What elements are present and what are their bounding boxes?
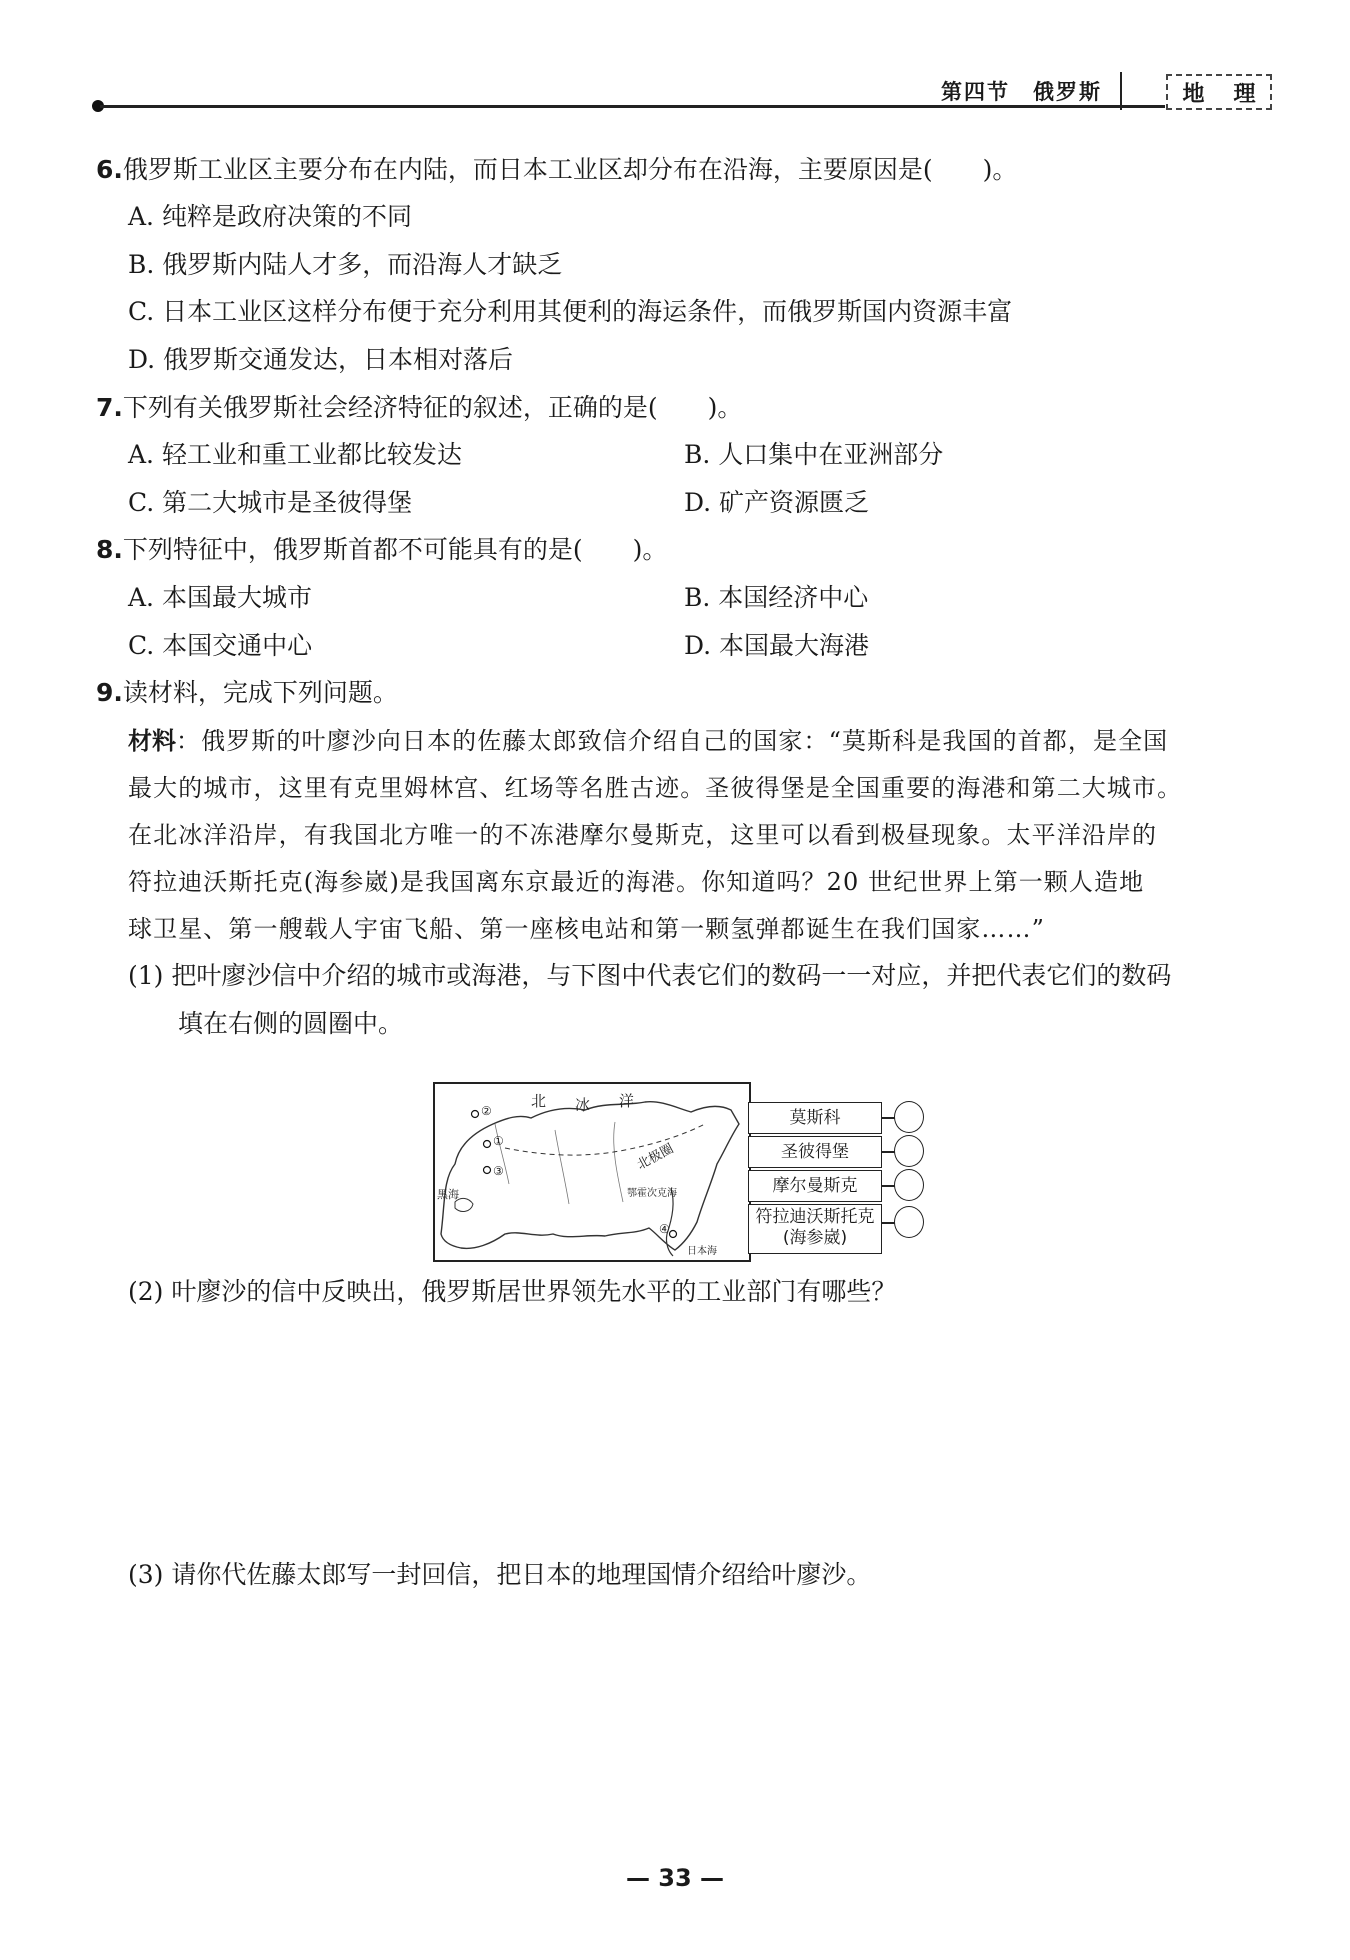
question-6-number: 6. [96,155,123,184]
q6-option-b: B. 俄罗斯内陆人才多，而沿海人才缺乏 [128,250,563,279]
q6-option-c: C. 日本工业区这样分布便于充分利用其便利的海运条件，而俄罗斯国内资源丰富 [128,297,1013,326]
subject-char-2: 理 [1233,81,1256,107]
material-text-1: ：俄罗斯的叶廖沙向日本的佐藤太郎致信介绍自己的国家：“莫斯科是我国的首都，是全国 [176,727,1169,755]
arctic-circle-label: 北极圈 [634,1141,677,1174]
marker-2: ② [481,1104,492,1118]
material-line-5: 球卫星、第一艘载人宇宙飞船、第一座核电站和第一颗氢弹都诞生在我们国家……” [128,915,1045,943]
marker-4: ④ [659,1222,670,1236]
city-alias-haishenwai: (海参崴) [782,1228,848,1248]
q7-option-d: D. 矿产资源匮乏 [684,488,870,517]
q7-option-c: C. 第二大城市是圣彼得堡 [128,488,413,517]
connector-3 [881,1185,895,1187]
city-box-moscow: 莫斯科 [748,1102,882,1134]
q8-option-b: B. 本国经济中心 [684,583,869,612]
page-number: — 33 — [625,1864,725,1892]
place-label-black-sea: 黑海 [437,1188,459,1201]
place-label-okhotsk: 鄂霍次克海 [627,1188,677,1199]
material-label: 材料 [128,727,176,755]
sub-question-2: (2) 叶廖沙的信中反映出，俄罗斯居世界领先水平的工业部门有哪些？ [128,1277,897,1306]
header-divider [1120,72,1122,110]
ocean-char-3: 洋 [619,1092,635,1110]
city-name-vladivostok: 符拉迪沃斯托克 [755,1207,875,1227]
q8-option-a: A. 本国最大城市 [128,583,312,612]
city-box-murmansk: 摩尔曼斯克 [748,1170,882,1202]
question-7-stem: 下列有关俄罗斯社会经济特征的叙述，正确的是( )。 [122,393,743,422]
russia-map [433,1082,751,1262]
q7-option-b: B. 人口集中在亚洲部分 [684,440,944,469]
sub-question-1-line-1: (1) 把叶廖沙信中介绍的城市或海港，与下图中代表它们的数码一一对应，并把代表它们的数码 [128,961,1172,990]
question-9-number: 9. [96,678,123,707]
page-header [92,72,1272,112]
question-6 [96,152,1017,188]
question-6-stem: 俄罗斯工业区主要分布在内陆，而日本工业区却分布在沿海，主要原因是( )。 [122,155,1018,184]
answer-circle-2[interactable] [894,1135,924,1167]
marker-1: ① [493,1134,504,1148]
question-8-stem: 下列特征中，俄罗斯首都不可能具有的是( )。 [122,535,668,564]
question-8 [96,532,667,568]
subject-char-1: 地 [1182,81,1205,107]
q6-option-a: A. 纯粹是政府决策的不同 [128,202,412,231]
section-title: 第四节 俄罗斯 [941,80,1102,104]
connector-4 [881,1222,895,1224]
place-label-japan-sea: 日本海 [687,1246,717,1257]
material-line-3: 在北冰洋沿岸，有我国北方唯一的不冻港摩尔曼斯克，这里可以看到极昼现象。太平洋沿岸的 [128,821,1158,849]
sub-question-1-line-2: 填在右侧的圆圈中。 [128,1009,404,1038]
material-line-1 [128,723,1168,759]
question-9 [96,675,398,711]
question-9-stem: 读材料，完成下列问题。 [122,678,398,707]
question-8-number: 8. [96,535,123,564]
city-box-vladivostok [748,1204,882,1254]
marker-3: ③ [493,1164,504,1178]
ocean-char-2: 冰 [575,1096,591,1114]
subject-label [1166,74,1272,110]
question-7-number: 7. [96,393,123,422]
answer-circle-3[interactable] [894,1169,924,1201]
q8-option-d: D. 本国最大海港 [684,631,870,660]
question-7 [96,390,742,426]
material-line-2: 最大的城市，这里有克里姆林宫、红场等名胜古迹。圣彼得堡是全国重要的海港和第二大城市。 [128,774,1183,802]
q7-option-a: A. 轻工业和重工业都比较发达 [128,440,462,469]
sub-question-3: (3) 请你代佐藤太郎写一封回信，把日本的地理国情介绍给叶廖沙。 [128,1560,872,1589]
material-line-4: 符拉迪沃斯托克(海参崴)是我国离东京最近的海港。你知道吗？20 世纪世界上第一颗人造地 [128,868,1145,896]
connector-2 [881,1151,895,1153]
ocean-char-1: 北 [531,1092,547,1110]
q8-option-c: C. 本国交通中心 [128,631,313,660]
answer-circle-4[interactable] [894,1206,924,1238]
connector-1 [881,1117,895,1119]
city-box-st-petersburg: 圣彼得堡 [748,1136,882,1168]
answer-circle-1[interactable] [894,1101,924,1133]
q6-option-d: D. 俄罗斯交通发达，日本相对落后 [128,345,514,374]
